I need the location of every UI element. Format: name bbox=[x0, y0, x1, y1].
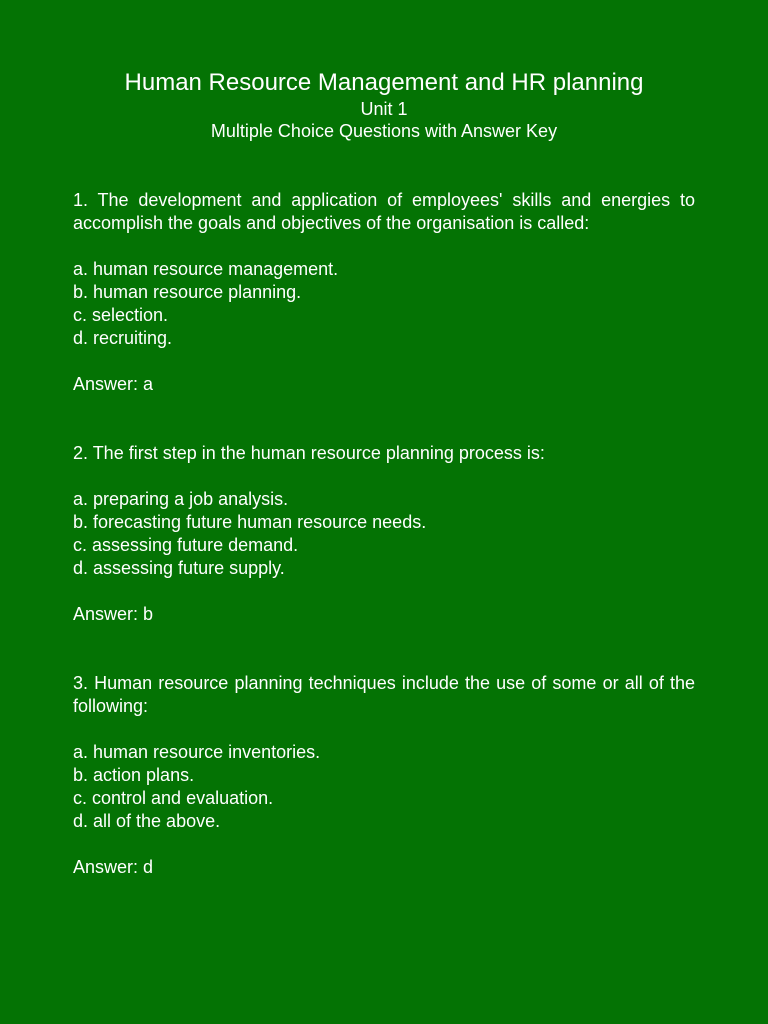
option-d: d. recruiting. bbox=[73, 328, 173, 348]
document-title: Human Resource Management and HR planning bbox=[124, 69, 644, 96]
question-3 bbox=[73, 672, 695, 879]
option-c: c. selection. bbox=[73, 305, 169, 325]
document-subtitle: Multiple Choice Questions with Answer Key bbox=[210, 121, 558, 141]
answer-key: Answer: d bbox=[73, 857, 154, 877]
option-b: b. action plans. bbox=[73, 765, 195, 785]
question-text: 3. Human resource planning techniques include the use of some or all of the following: bbox=[73, 673, 695, 716]
option-b: b. forecasting future human resource needs. bbox=[73, 512, 427, 532]
question-list bbox=[73, 189, 695, 879]
option-c: c. assessing future demand. bbox=[73, 535, 299, 555]
unit-label: Unit 1 bbox=[360, 99, 408, 119]
question-spacer bbox=[73, 396, 695, 442]
option-d: d. assessing future supply. bbox=[73, 558, 285, 578]
option-a: a. human resource management. bbox=[73, 259, 339, 279]
option-b: b. human resource planning. bbox=[73, 282, 302, 302]
option-a: a. human resource inventories. bbox=[73, 742, 321, 762]
option-list bbox=[73, 488, 695, 580]
answer-key: Answer: b bbox=[73, 604, 154, 624]
option-list bbox=[73, 741, 695, 833]
question-spacer bbox=[73, 626, 695, 672]
question-text: 2. The first step in the human resource planning process is: bbox=[73, 443, 545, 463]
document-header bbox=[73, 68, 695, 142]
question-text: 1. The development and application of employees' skills and energies to accomplish the goals and objectives of the organisation is called: bbox=[73, 190, 695, 233]
option-list bbox=[73, 258, 695, 350]
answer-key: Answer: a bbox=[73, 374, 154, 394]
option-c: c. control and evaluation. bbox=[73, 788, 274, 808]
option-a: a. preparing a job analysis. bbox=[73, 489, 289, 509]
question-2 bbox=[73, 442, 695, 626]
option-d: d. all of the above. bbox=[73, 811, 221, 831]
question-1 bbox=[73, 189, 695, 396]
